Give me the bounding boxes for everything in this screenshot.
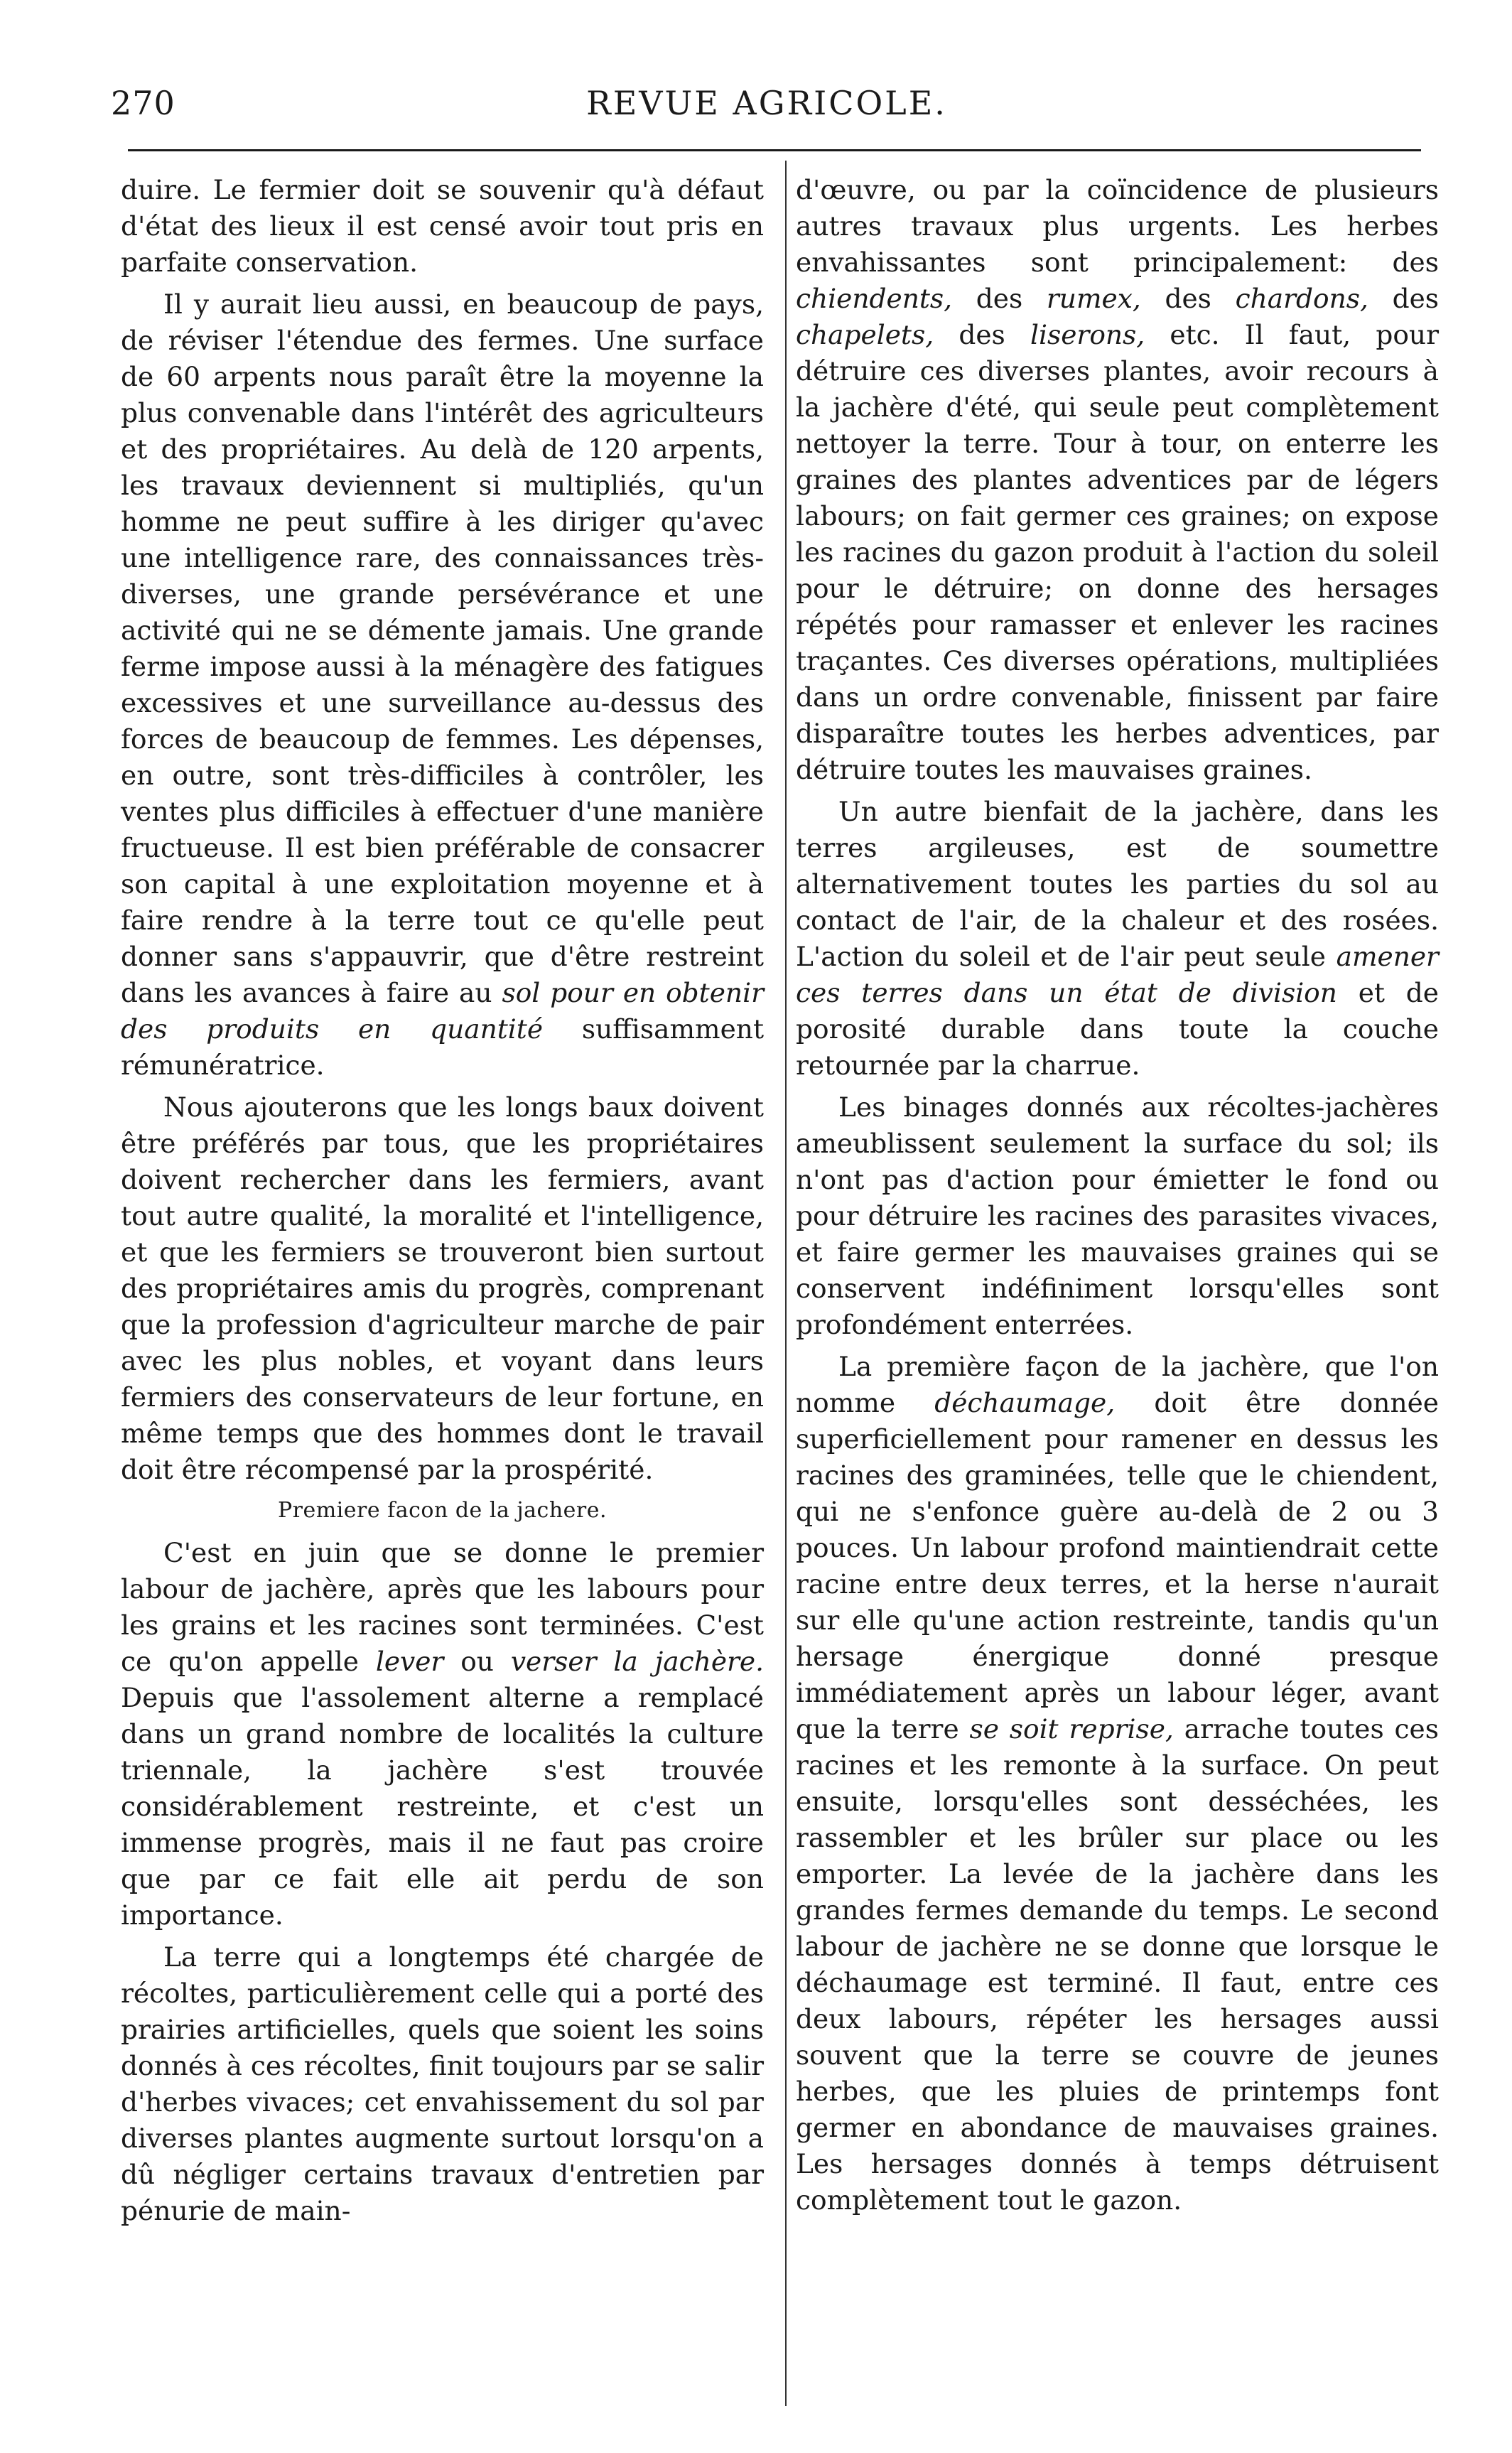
header-rule <box>128 149 1421 151</box>
italic-text: déchaumage, <box>934 1387 1116 1418</box>
paragraph <box>796 1089 1439 1343</box>
paragraph <box>121 1535 764 1934</box>
paragraph <box>121 286 764 1084</box>
text: duire. Le fermier doit se souvenir qu'à défaut d'état des lieux il est censé avoir tout pris en parfaite conservation. <box>121 174 764 278</box>
text: des <box>1392 283 1440 314</box>
page-header <box>111 84 1422 141</box>
text: des <box>976 283 1023 314</box>
text: d'œuvre, ou par la coïncidence de plusieurs autres travaux plus urgents. Les herbes envahissantes sont principalement: des <box>796 174 1439 278</box>
text: suffisamment rémunératrice. <box>121 1013 765 1081</box>
section-heading: Premiere facon de la jachere. <box>277 1498 608 1523</box>
page-number: 270 <box>111 84 176 122</box>
italic-text: lever <box>375 1646 444 1677</box>
italic-text: chardons, <box>1235 283 1368 314</box>
text: des <box>1165 283 1211 314</box>
text: des <box>958 319 1005 350</box>
italic-text: se soit reprise, <box>969 1713 1174 1745</box>
text: arrache toutes ces racines et les remonte à la surface. On peut ensuite, lorsqu'elles sont desséchées, les rassembler et les brûler sur place ou les emporter. La levée de la jachère dans les grandes fermes demande du temps. Le second labour de jachère ne se donne que lorsque le déchaumage est terminé. Il faut, entre ces deux labours, répéter les hersages aussi souvent que la terre se couvre de jeunes herbes, que les pluies de printemps font germer en abondance de mauvaises graines. Les hersages donnés à temps détruisent complètement tout le gazon. <box>796 1713 1439 2216</box>
italic-text: rumex, <box>1046 283 1141 314</box>
italic-text: liserons, <box>1030 319 1145 350</box>
paragraph <box>121 1089 764 1488</box>
italic-text: sol pour en obtenir des produits en quantité <box>121 977 765 1045</box>
running-title: REVUE AGRICOLE. <box>586 84 947 122</box>
column-divider <box>785 161 787 2406</box>
italic-text: amener ces terres dans un état de division <box>796 941 1439 1008</box>
italic-text: chapelets, <box>796 319 934 350</box>
text: C'est en juin que se donne le premier labour de jachère, après que les labours pour les grains et les racines sont terminées. C'est ce qu'on appelle <box>121 1537 764 1677</box>
text: Il y aurait lieu aussi, en beaucoup de pays, de réviser l'étendue des fermes. Une surface de 60 arpents nous paraît être la moyenne la plus convenable dans l'intérêt des agriculteurs et des propriétaires. Au delà de 120 arpents, les travaux deviennent si multipliés, qu'un homme ne peut suffire à les diriger qu'avec une intelligence rare, des connaissances très-diverses, une grande persévérance et une activité qui ne se démente jamais. Une grande ferme impose aussi à la ménagère des fatigues excessives et une surveillance au-dessus des forces de beaucoup de femmes. Les dépenses, en outre, sont très-difficiles à contrôler, les ventes plus difficiles à effectuer d'une manière fructueuse. Il est bien préférable de consacrer son capital à une exploitation moyenne et à faire rendre à la terre tout ce qu'elle peut donner sans s'appauvrir, que d'être restreint dans les avances à faire au <box>121 289 764 1008</box>
paragraph <box>121 172 764 281</box>
text: La terre qui a longtemps été chargée de récoltes, particulièrement celle qui a porté des prairies artificielles, quels que soient les soins donnés à ces récoltes, finit toujours par se salir d'herbes vivaces; cet envahissement du sol par diverses plantes augmente surtout lorsqu'on a dû négliger certains travaux d'entretien par pénurie de main- <box>121 1941 764 2226</box>
paragraph <box>796 1349 1439 2219</box>
text: Nous ajouterons que les longs baux doivent être préférés par tous, que les propriétaires doivent rechercher dans les fermiers, avant tout autre qualité, la moralité et l'intelligence, et que les fermiers se trouveront bien surtout des propriétaires amis du progrès, comprenant que la profession d'agriculteur marche de pair avec les plus nobles, et voyant dans leurs fermiers des conservateurs de leur fortune, en même temps que des hommes dont le travail doit être récompensé par la prospérité. <box>121 1091 764 1485</box>
text: doit être donnée superficiellement pour ramener en dessus les racines des graminées, telle que le chiendent, qui ne s'enfonce guère au-delà de 2 ou 3 pouces. Un labour profond maintiendrait cette racine entre deux terres, et la herse n'aurait sur elle qu'une action restreinte, tandis qu'un hersage énergique donné presque immédiatement après un labour léger, avant que la terre <box>796 1387 1439 1745</box>
italic-text: chiendents, <box>796 283 953 314</box>
text: Un autre bienfait de la jachère, dans les terres argileuses, est de soumettre alternativement toutes les parties du sol au contact de l'air, de la chaleur et des rosées. L'action du soleil et de l'air peut seule <box>796 796 1439 972</box>
text: Depuis que l'assolement alterne a remplacé dans un grand nombre de localités la culture triennale, la jachère s'est trouvée considérablement restreinte, et c'est un immense progrès, mais il ne faut pas croire que par ce fait elle ait perdu de son importance. <box>121 1682 764 1931</box>
paragraph <box>796 794 1439 1084</box>
text: ou <box>460 1646 494 1677</box>
paragraph <box>121 1939 764 2229</box>
text: etc. Il faut, pour détruire ces diverses plantes, avoir recours à la jachère d'été, qui seule peut complètement nettoyer la terre. Tour à tour, on enterre les graines des plantes adventices par de légers labours; on fait germer ces graines; on expose les racines du gazon produit à l'action du soleil pour le détruire; on donne des hersages répétés pour ramasser et enlever les racines traçantes. Ces diverses opérations, multipliées dans un ordre convenable, finissent par faire disparaître toutes les herbes adventices, par détruire toutes les mauvaises graines. <box>796 319 1439 785</box>
text: La première façon de la jachère, que l'on nomme <box>796 1351 1439 1418</box>
italic-text: verser la jachère. <box>510 1646 765 1677</box>
paragraph <box>796 172 1439 788</box>
right-column <box>796 172 1439 2219</box>
left-column <box>121 172 764 2229</box>
text: Les binages donnés aux récoltes-jachères ameublissent seulement la surface du sol; ils n'ont pas d'action pour émietter le fond ou pour détruire les racines des parasites vivaces, et faire germer les mauvaises graines qui se conservent indéfiniment lorsqu'elles sont profondément enterrées. <box>796 1091 1439 1340</box>
text: et de porosité durable dans toute la couche retournée par la charrue. <box>796 977 1439 1081</box>
